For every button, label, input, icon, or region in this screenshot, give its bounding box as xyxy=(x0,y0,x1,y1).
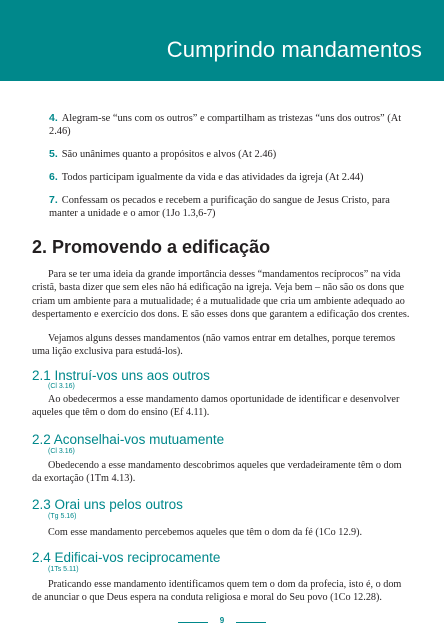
subsection-ref-2: (Cl 3.16) xyxy=(48,448,75,455)
list-item-number: 4. xyxy=(49,112,58,124)
list-item xyxy=(49,112,414,138)
footer-rule-left xyxy=(178,622,208,623)
footer-rule-right xyxy=(236,622,266,623)
subsection-ref-1: (Cl 3.16) xyxy=(48,383,75,390)
subsection-text-1: Ao obedecermos a esse mandamento damos oportunidade de identificar e desenvolver aqueles que têm o dom do ensino (Ef 4.11). xyxy=(32,394,400,419)
list-item-number: 7. xyxy=(49,194,58,206)
subsection-ref-4: (1Ts 5.11) xyxy=(48,566,79,573)
list-item xyxy=(49,148,414,161)
subsection-heading-4: 2.4 Edificai-vos reciprocamente xyxy=(32,550,221,565)
subsection-ref-3: (Tg 5.16) xyxy=(48,513,77,520)
list-item-text: São unânimes quanto a propósitos e alvos (At 2.46) xyxy=(61,149,277,160)
list-item xyxy=(49,194,414,220)
list-item xyxy=(49,171,414,184)
chapter-title: Cumprindo mandamentos xyxy=(166,37,422,62)
subsection-heading-2: 2.2 Aconselhai-vos mutuamente xyxy=(32,432,225,447)
list-item-text: Alegram-se “uns com os outros” e compartilham as tristezas “uns dos outros” (At 2.46) xyxy=(49,113,402,137)
list-item-number: 6. xyxy=(49,171,58,183)
subsection-heading-1: 2.1 Instruí-vos uns aos outros xyxy=(32,368,210,383)
list-item-text: Todos participam igualmente da vida e das atividades da igreja (At 2.44) xyxy=(61,172,364,183)
numbered-list xyxy=(49,112,414,230)
subsection-heading-3: 2.3 Orai uns pelos outros xyxy=(32,497,183,512)
section-heading: 2. Promovendo a edificação xyxy=(32,237,271,257)
intro-paragraph: Para se ter uma ideia da grande importância desses “mandamentos recíprocos” na vida cristã, basta dizer que sem eles não há edificação na igreja. Veja bem – não são os dons que criam um ambiente para a mutualidade; é a mutualidade que cria um ambiente adequado ao despertamento e exercício dos dons. E são esses dons que garantem a edificação dos crentes. xyxy=(32,269,410,321)
list-item-text: Confessam os pecados e recebem a purificação do sangue de Jesus Cristo, para manter a unidade e o amor (1Jo 1.3,6-7) xyxy=(49,195,390,219)
intro-paragraph-2: Vejamos alguns desses mandamentos (não vamos entrar em detalhes, porque teremos uma lição exclusiva para estudá-los). xyxy=(32,333,396,358)
list-item-number: 5. xyxy=(49,148,58,160)
page-header xyxy=(0,0,444,81)
subsection-text-4: Praticando esse mandamento identificamos quem tem o dom da profecia, isto é, o dom de anunciar o que Deus espera na conduta religiosa e moral do Seu povo (1Co 12.28). xyxy=(32,579,402,604)
subsection-text-2: Obedecendo a esse mandamento descobrimos aqueles que verdadeiramente têm o dom da exortação (1Tm 4.13). xyxy=(32,460,402,485)
subsection-text-3: Com esse mandamento percebemos aqueles que têm o dom da fé (1Co 12.9). xyxy=(48,527,363,538)
page-number: 9 xyxy=(219,616,225,625)
